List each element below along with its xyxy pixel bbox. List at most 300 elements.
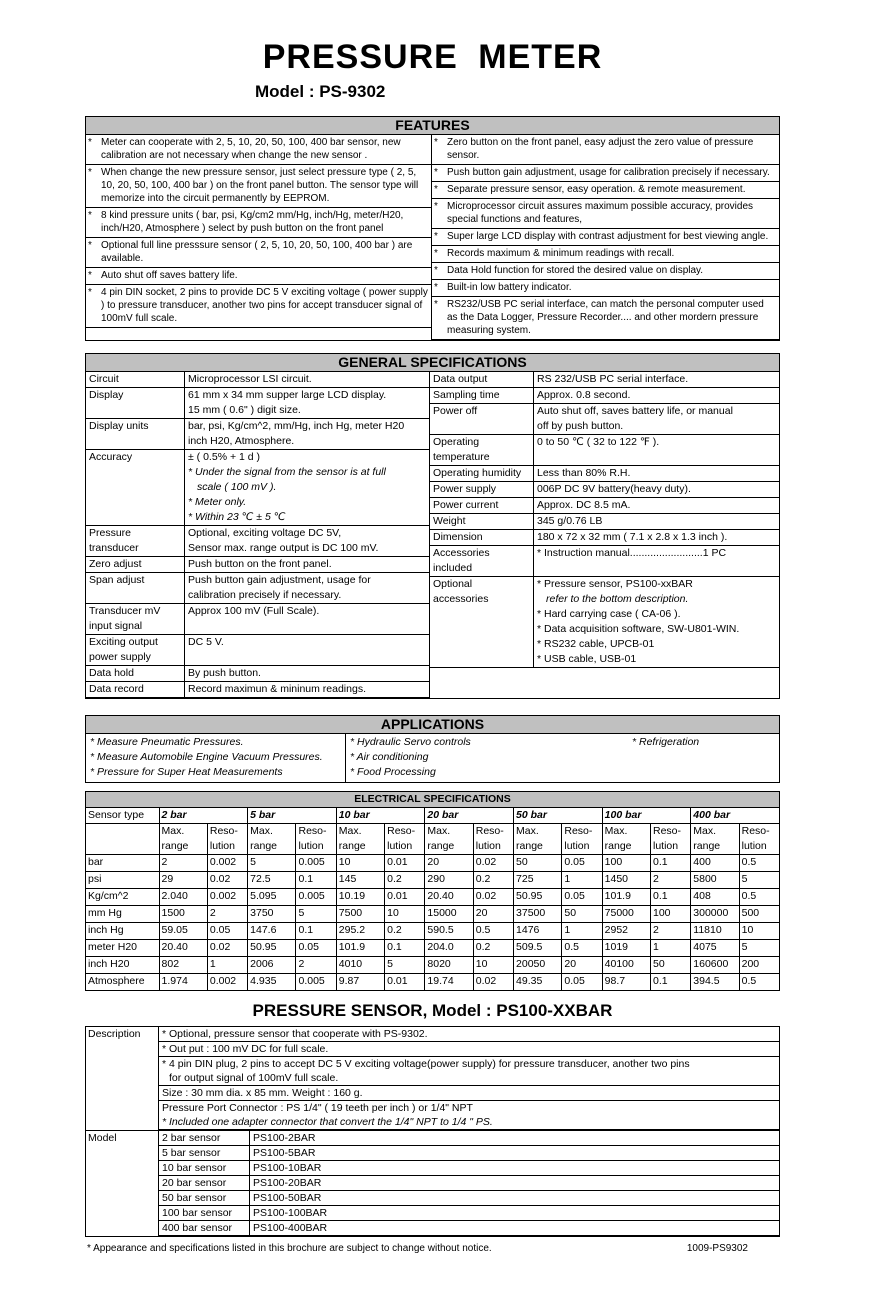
feature-item (432, 229, 779, 246)
spec-value-line: RS 232/USB PC serial interface. (537, 373, 689, 385)
value-cell: 75000 (602, 906, 650, 923)
value-cell: 0.5 (562, 940, 602, 957)
value-cell: 0.05 (562, 855, 602, 872)
value-cell: 0.5 (739, 974, 779, 991)
bullet-icon: * (88, 240, 92, 251)
spec-value-line: * Meter only. (188, 496, 247, 508)
value-cell: 72.5 (248, 872, 296, 889)
document-page (85, 0, 780, 1254)
electrical-row (86, 957, 780, 974)
feature-item (432, 246, 779, 263)
spec-value-line: Optional, exciting voltage DC 5V, (188, 527, 342, 539)
value-cell: 0.01 (385, 855, 425, 872)
value-cell: 5 (739, 940, 779, 957)
sensor-group-header: 50 bar (514, 808, 603, 824)
bullet-icon: * (88, 167, 92, 178)
general-specs-right-table (429, 372, 779, 698)
value-cell: 37500 (514, 906, 562, 923)
bullet-icon: * (88, 137, 92, 148)
value-cell: 19.74 (425, 974, 473, 991)
value-cell: 0.02 (473, 974, 513, 991)
spec-label: Data hold (86, 666, 185, 681)
spec-row (430, 577, 779, 668)
sensor-model-name: 5 bar sensor (159, 1146, 250, 1160)
value-cell: 1 (207, 957, 247, 974)
sensor-description-line: * Out put : 100 mV DC for full scale. (162, 1043, 329, 1055)
sensor-type-label: Sensor type (86, 808, 160, 824)
value-cell: 5 (739, 872, 779, 889)
electrical-row (86, 906, 780, 923)
spec-label: Exciting output power supply (86, 635, 185, 665)
bullet-icon: * (88, 270, 92, 281)
value-cell: 0.002 (207, 855, 247, 872)
value-cell: 0.5 (739, 855, 779, 872)
spec-value (534, 577, 779, 667)
spec-value (185, 682, 429, 697)
feature-text: RS232/USB PC serial interface, can match the personal computer used as the Data Logger, Pressure Recorder.... and other mordern pressure measuring system. (447, 299, 764, 336)
value-cell: 10 (385, 906, 425, 923)
sensor-model-row (159, 1176, 779, 1191)
value-cell: 0.5 (739, 889, 779, 906)
value-cell: 0.05 (562, 974, 602, 991)
model-subtitle: Model : PS-9302 (255, 82, 386, 101)
application-item: * Measure Pneumatic Pressures. (90, 736, 244, 748)
value-cell: 10 (739, 923, 779, 940)
spec-label: Power off (430, 404, 534, 434)
spec-value (534, 466, 779, 481)
sensor-model-code: PS100-10BAR (253, 1162, 322, 1174)
unit-cell: bar (86, 855, 160, 872)
value-cell: 590.5 (425, 923, 473, 940)
bullet-icon: * (88, 287, 92, 298)
feature-item (86, 135, 431, 165)
electrical-row (86, 855, 780, 872)
value-cell: 1476 (514, 923, 562, 940)
spec-value (185, 573, 429, 603)
value-cell: 20 (473, 906, 513, 923)
value-cell: 147.6 (248, 923, 296, 940)
resolution-header-cell: Reso- lution (385, 824, 425, 855)
spec-row (86, 666, 429, 682)
spec-value (534, 372, 779, 387)
spec-row (430, 546, 779, 577)
spec-value-line: * Under the signal from the sensor is at full (188, 466, 386, 478)
feature-text: Built-in low battery indicator. (447, 282, 572, 293)
spec-value-line: * USB cable, USB-01 (537, 653, 637, 665)
feature-text: Separate pressure sensor, easy operation. & remote measurement. (447, 184, 746, 195)
spec-value (185, 635, 429, 665)
feature-item (432, 199, 779, 229)
value-cell: 7500 (336, 906, 384, 923)
value-cell: 0.01 (385, 889, 425, 906)
bullet-icon: * (434, 167, 438, 178)
value-cell: 4075 (691, 940, 739, 957)
spec-label: Optional accessories (430, 577, 534, 667)
features-left-column (86, 135, 431, 340)
spec-value-line: * Instruction manual.........................1 PC (537, 547, 727, 559)
sensor-model-row (159, 1191, 779, 1206)
sensor-model-name: 50 bar sensor (159, 1191, 250, 1205)
feature-text: When change the new pressure sensor, just select pressure type ( 2, 5, 10, 20, 50, 100, 400 bar ) on the front panel button. The sensor type will memorize into the circuit permanently by EEPROM. (101, 167, 419, 204)
feature-item (432, 280, 779, 297)
electrical-row (86, 923, 780, 940)
value-cell: 290 (425, 872, 473, 889)
value-cell: 0.2 (385, 872, 425, 889)
spec-row (86, 526, 429, 557)
value-cell: 160600 (691, 957, 739, 974)
spec-value-line: Record maximun & mininum readings. (188, 683, 366, 695)
bullet-icon: * (434, 231, 438, 242)
spec-label: Circuit (86, 372, 185, 387)
value-cell: 0.002 (207, 974, 247, 991)
value-cell: 5 (385, 957, 425, 974)
sensor-model-label: Model (86, 1131, 159, 1236)
spec-label: Accuracy (86, 450, 185, 525)
unit-cell: inch H20 (86, 957, 160, 974)
max-range-header-cell: Max. range (514, 824, 562, 855)
sensor-group-header: 100 bar (602, 808, 691, 824)
value-cell: 0.05 (296, 940, 336, 957)
spec-value-line: * Data acquisition software, SW-U801-WIN. (537, 623, 740, 635)
value-cell: 100 (650, 906, 690, 923)
sensor-type-row (86, 808, 780, 824)
spec-label: Zero adjust (86, 557, 185, 572)
spec-value-line: * RS232 cable, UPCB-01 (537, 638, 655, 650)
feature-text: Data Hold function for stored the desired value on display. (447, 265, 704, 276)
spec-row (86, 635, 429, 666)
spec-label: Display (86, 388, 185, 418)
feature-item (86, 285, 431, 328)
spec-value-line: Push button gain adjustment, usage for (188, 574, 371, 586)
value-cell: 0.05 (562, 889, 602, 906)
value-cell: 1 (562, 872, 602, 889)
spec-label: Data record (86, 682, 185, 697)
value-cell: 0.2 (473, 940, 513, 957)
electrical-row (86, 974, 780, 991)
sensor-model-row (159, 1221, 779, 1236)
value-cell: 295.2 (336, 923, 384, 940)
value-cell: 0.02 (473, 889, 513, 906)
spec-label: Power supply (430, 482, 534, 497)
bullet-icon: * (434, 201, 438, 212)
value-cell: 2952 (602, 923, 650, 940)
value-cell: 50 (650, 957, 690, 974)
spec-row (86, 372, 429, 388)
unit-cell: psi (86, 872, 160, 889)
spec-label: Transducer mV input signal (86, 604, 185, 634)
sensor-table (85, 1026, 780, 1237)
spec-value (185, 419, 429, 449)
sensor-model-code: PS100-100BAR (253, 1207, 328, 1219)
value-cell: 40100 (602, 957, 650, 974)
general-specs-body (85, 372, 780, 699)
application-item: * Air conditioning (350, 751, 429, 763)
value-cell: 408 (691, 889, 739, 906)
sensor-model-code: PS100-400BAR (253, 1222, 328, 1234)
spec-row (86, 573, 429, 604)
value-cell: 11810 (691, 923, 739, 940)
sensor-description-line: * Optional, pressure sensor that cooperate with PS-9302. (162, 1028, 428, 1040)
max-range-header-cell: Max. range (248, 824, 296, 855)
sensor-model-name: 400 bar sensor (159, 1221, 250, 1235)
value-cell: 145 (336, 872, 384, 889)
spec-label: Weight (430, 514, 534, 529)
sensor-description-line: Pressure Port Connector : PS 1/4" ( 19 teeth per inch ) or 1/4" NPT (162, 1102, 473, 1114)
bullet-icon: * (434, 282, 438, 293)
sensor-group-header: 20 bar (425, 808, 514, 824)
value-cell: 509.5 (514, 940, 562, 957)
feature-item (432, 135, 779, 165)
value-cell: 101.9 (602, 889, 650, 906)
value-cell: 5 (248, 855, 296, 872)
general-specs-left-table (86, 372, 429, 698)
value-cell: 0.002 (207, 889, 247, 906)
spec-value (534, 388, 779, 403)
spec-label: Data output (430, 372, 534, 387)
spec-value-line: inch H20, Atmosphere. (188, 435, 295, 447)
resolution-header-cell: Reso- lution (473, 824, 513, 855)
feature-text: Super large LCD display with contrast adjustment for best viewing angle. (447, 231, 769, 242)
sensor-description-row (159, 1101, 779, 1130)
electrical-row (86, 872, 780, 889)
value-cell: 0.01 (385, 974, 425, 991)
resolution-header-cell: Reso- lution (296, 824, 336, 855)
value-cell: 1500 (159, 906, 207, 923)
spec-value-line: * Hard carrying case ( CA-06 ). (537, 608, 681, 620)
value-cell: 29 (159, 872, 207, 889)
unit-cell: Kg/cm^2 (86, 889, 160, 906)
value-cell: 100 (602, 855, 650, 872)
value-cell: 0.02 (207, 872, 247, 889)
value-cell: 200 (739, 957, 779, 974)
spec-value-line: * Pressure sensor, PS100-xxBAR (537, 578, 693, 590)
sensor-description-line: * 4 pin DIN plug, 2 pins to accept DC 5 V exciting voltage(power supply) for pressure transducer, another two pins (162, 1058, 690, 1070)
value-cell: 0.1 (296, 923, 336, 940)
sensor-model-code: PS100-2BAR (253, 1132, 316, 1144)
value-cell: 0.1 (650, 974, 690, 991)
value-cell: 2 (159, 855, 207, 872)
spec-row (430, 435, 779, 466)
subheader-row (86, 824, 780, 855)
spec-value-line: scale ( 100 mV ). (197, 481, 277, 493)
value-cell: 300000 (691, 906, 739, 923)
value-cell: 0.5 (473, 923, 513, 940)
value-cell: 50.95 (514, 889, 562, 906)
sensor-model-row (159, 1206, 779, 1221)
value-cell: 2.040 (159, 889, 207, 906)
value-cell: 1 (650, 940, 690, 957)
spec-value-line: Approx 100 mV (Full Scale). (188, 605, 320, 617)
spec-value (534, 530, 779, 545)
sensor-group-header: 2 bar (159, 808, 248, 824)
value-cell: 0.005 (296, 889, 336, 906)
feature-item (86, 165, 431, 208)
spec-value (534, 435, 779, 465)
value-cell: 1450 (602, 872, 650, 889)
applications-column-2 (346, 734, 628, 782)
page-footer (85, 1243, 780, 1254)
value-cell: 5800 (691, 872, 739, 889)
value-cell: 204.0 (425, 940, 473, 957)
spec-row (430, 530, 779, 546)
value-cell: 2 (650, 923, 690, 940)
general-specs-section (85, 353, 780, 699)
feature-text: Zero button on the front panel, easy adjust the zero value of pressure sensor. (447, 137, 754, 161)
spec-value-line: bar, psi, Kg/cm^2, mm/Hg, inch Hg, meter H20 (188, 420, 405, 432)
unit-cell: inch Hg (86, 923, 160, 940)
resolution-header-cell: Reso- lution (739, 824, 779, 855)
applications-section (85, 715, 780, 783)
spec-value (534, 546, 779, 576)
feature-text: Meter can cooperate with 2, 5, 10, 20, 50, 100, 400 bar sensor, new calibration are not necessary when change the new sensor . (101, 137, 401, 161)
applications-body (85, 734, 780, 783)
feature-text: Optional full line presssure sensor ( 2, 5, 10, 20, 50, 100, 400 bar ) are available. (101, 240, 413, 264)
sensor-description-line: for output signal of 100mV full scale. (169, 1072, 339, 1084)
spec-value-line: refer to the bottom description. (546, 593, 689, 605)
resolution-header-cell: Reso- lution (562, 824, 602, 855)
spec-row (430, 466, 779, 482)
spec-value-line: Push button on the front panel. (188, 558, 332, 570)
spec-value (534, 404, 779, 434)
sensor-model-code: PS100-50BAR (253, 1192, 322, 1204)
spec-value-line: * Within 23 ℃ ± 5 ℃ (188, 511, 286, 523)
spec-row (86, 682, 429, 698)
value-cell: 3750 (248, 906, 296, 923)
bullet-icon: * (434, 248, 438, 259)
spec-value-line: 15 mm ( 0.6" ) digit size. (188, 404, 301, 416)
general-specs-header: GENERAL SPECIFICATIONS (85, 353, 780, 372)
sensor-description-section (86, 1027, 779, 1130)
sensor-model-code: PS100-20BAR (253, 1177, 322, 1189)
spec-value-line: 61 mm x 34 mm supper large LCD display. (188, 389, 387, 401)
sensor-description-row (159, 1042, 779, 1057)
value-cell: 0.02 (473, 855, 513, 872)
feature-text: 8 kind pressure units ( bar, psi, Kg/cm2 mm/Hg, inch/Hg, meter/H20, inch/H20, Atmosphere ) select by push button on the front panel (101, 210, 404, 234)
document-code: 1009-PS9302 (686, 1243, 748, 1254)
value-cell: 20 (425, 855, 473, 872)
feature-item (432, 263, 779, 280)
spec-label: Pressure transducer (86, 526, 185, 556)
spec-row (430, 482, 779, 498)
spec-label: Operating temperature (430, 435, 534, 465)
bullet-icon: * (434, 265, 438, 276)
spec-label: Sampling time (430, 388, 534, 403)
spec-value (185, 388, 429, 418)
value-cell: 59.05 (159, 923, 207, 940)
spec-value (185, 557, 429, 572)
feature-item (86, 268, 431, 285)
spec-row (86, 450, 429, 526)
value-cell: 0.005 (296, 974, 336, 991)
value-cell: 0.1 (650, 855, 690, 872)
spec-value-line: 180 x 72 x 32 mm ( 7.1 x 2.8 x 1.3 inch ). (537, 531, 728, 543)
electrical-row (86, 889, 780, 906)
unit-cell: mm Hg (86, 906, 160, 923)
sensor-description-rows (159, 1027, 779, 1130)
sensor-description-row (159, 1027, 779, 1042)
spec-value-line: DC 5 V. (188, 636, 224, 648)
value-cell: 2006 (248, 957, 296, 974)
electrical-specs-header: ELECTRICAL SPECIFICATIONS (86, 792, 780, 808)
value-cell: 49.35 (514, 974, 562, 991)
spec-label: Dimension (430, 530, 534, 545)
feature-item (86, 208, 431, 238)
value-cell: 10 (473, 957, 513, 974)
value-cell: 20.40 (159, 940, 207, 957)
bullet-icon: * (88, 210, 92, 221)
value-cell: 1 (562, 923, 602, 940)
spec-row (86, 419, 429, 450)
value-cell: 2 (296, 957, 336, 974)
feature-item (86, 238, 431, 268)
spec-label: Power current (430, 498, 534, 513)
spec-value-line: Approx. 0.8 second. (537, 389, 631, 401)
value-cell: 400 (691, 855, 739, 872)
spec-value-line: 0 to 50 ℃ ( 32 to 122 ℉ ). (537, 436, 660, 448)
value-cell: 2 (207, 906, 247, 923)
spec-value (185, 604, 429, 634)
value-cell: 1.974 (159, 974, 207, 991)
spec-value (534, 514, 779, 529)
value-cell: 10.19 (336, 889, 384, 906)
value-cell: 0.1 (650, 889, 690, 906)
application-item: * Hydraulic Servo controls (350, 736, 471, 748)
sensor-model-row (159, 1131, 779, 1146)
value-cell: 4010 (336, 957, 384, 974)
value-cell: 101.9 (336, 940, 384, 957)
sensor-model-section (86, 1130, 779, 1236)
unit-cell: Atmosphere (86, 974, 160, 991)
spec-value-line: calibration precisely if necessary. (188, 589, 342, 601)
max-range-header-cell: Max. range (159, 824, 207, 855)
applications-column-1 (86, 734, 346, 782)
value-cell: 50 (514, 855, 562, 872)
sensor-model-row (159, 1161, 779, 1176)
spec-value-line: ± ( 0.5% + 1 d ) (188, 451, 261, 463)
sensor-model-name: 10 bar sensor (159, 1161, 250, 1175)
bullet-icon: * (434, 137, 438, 148)
spec-row (430, 498, 779, 514)
spec-value-line: off by push button. (537, 420, 624, 432)
value-cell: 20050 (514, 957, 562, 974)
empty-cell (86, 824, 160, 855)
value-cell: 0.1 (385, 940, 425, 957)
max-range-header-cell: Max. range (336, 824, 384, 855)
value-cell: 20.40 (425, 889, 473, 906)
value-cell: 50 (562, 906, 602, 923)
resolution-header-cell: Reso- lution (207, 824, 247, 855)
features-header: FEATURES (85, 116, 780, 135)
spec-row (86, 604, 429, 635)
bullet-icon: * (434, 299, 438, 310)
value-cell: 0.05 (207, 923, 247, 940)
value-cell: 394.5 (691, 974, 739, 991)
spec-row (430, 388, 779, 404)
value-cell: 500 (739, 906, 779, 923)
spec-value (185, 526, 429, 556)
spec-value-line: Auto shut off, saves battery life, or manual (537, 405, 733, 417)
sensor-group-header: 5 bar (248, 808, 337, 824)
spec-value (185, 372, 429, 387)
spec-value-line: Sensor max. range output is DC 100 mV. (188, 542, 379, 554)
value-cell: 15000 (425, 906, 473, 923)
sensor-group-header: 400 bar (691, 808, 780, 824)
max-range-header-cell: Max. range (691, 824, 739, 855)
sensor-description-row (159, 1057, 779, 1086)
feature-text: Push button gain adjustment, usage for calibration precisely if necessary. (447, 167, 770, 178)
sensor-model-code: PS100-5BAR (253, 1147, 316, 1159)
max-range-header-cell: Max. range (602, 824, 650, 855)
